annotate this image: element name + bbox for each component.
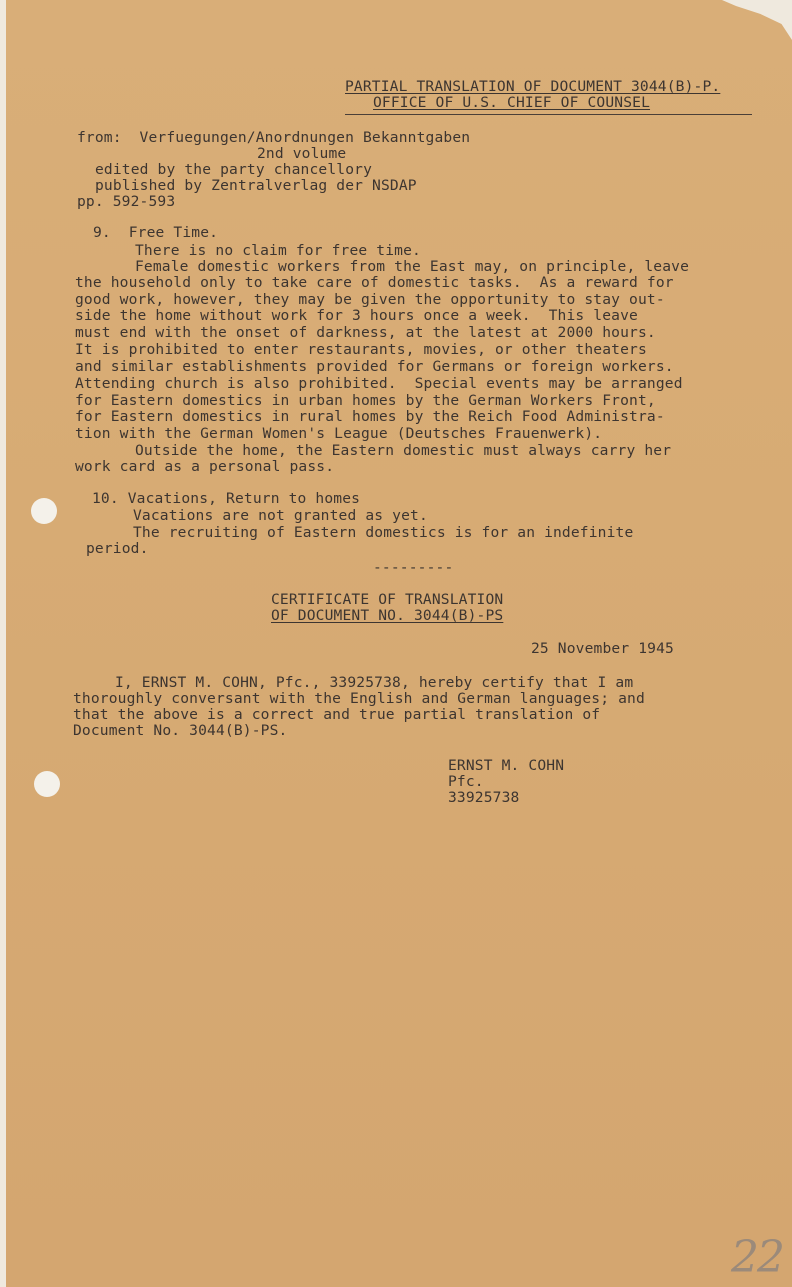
section-10-line: The recruiting of Eastern domestics is for an indefinite xyxy=(133,524,634,541)
source-volume: 2nd volume xyxy=(257,145,347,162)
section-9-line: and similar establishments provided for Germans or foreign workers. xyxy=(75,358,674,375)
section-9-line: good work, however, they may be given the opportunity to stay out- xyxy=(75,291,665,308)
certificate-body-line: thoroughly conversant with the English and German languages; and xyxy=(73,690,645,707)
document-page xyxy=(6,0,792,1287)
source-from: from: Verfuegungen/Anordnungen Bekanntgaben xyxy=(77,129,471,146)
certificate-date: 25 November 1945 xyxy=(531,640,674,657)
source-pages: pp. 592-593 xyxy=(77,193,176,210)
document-title: PARTIAL TRANSLATION OF DOCUMENT 3044(B)-P. xyxy=(345,78,721,95)
certificate-body-line: Document No. 3044(B)-PS. xyxy=(73,722,288,739)
section-9-line: the household only to take care of domestic tasks. As a reward for xyxy=(75,274,674,291)
section-9-line: tion with the German Women's League (Deutsches Frauenwerk). xyxy=(75,425,603,442)
section-9-line: It is prohibited to enter restaurants, movies, or other theaters xyxy=(75,341,647,358)
section-10-line: period. xyxy=(86,540,149,557)
separator-line: --------- xyxy=(373,559,454,576)
signature-rank: Pfc. xyxy=(448,773,484,790)
certificate-title: CERTIFICATE OF TRANSLATION xyxy=(271,591,504,608)
torn-corner xyxy=(722,0,792,40)
signature-serial: 33925738 xyxy=(448,789,520,806)
certificate-body-line: I, ERNST M. COHN, Pfc., 33925738, hereby certify that I am xyxy=(115,674,634,691)
section-9-line: for Eastern domestics in urban homes by the German Workers Front, xyxy=(75,392,656,409)
source-publisher: published by Zentralverlag der NSDAP xyxy=(95,177,417,194)
punch-hole xyxy=(31,498,57,524)
section-10-line: Vacations are not granted as yet. xyxy=(133,507,428,524)
section-9-line: must end with the onset of darkness, at the latest at 2000 hours. xyxy=(75,324,656,341)
certificate-document-number: OF DOCUMENT NO. 3044(B)-PS xyxy=(271,607,504,624)
section-9-heading: 9. Free Time. xyxy=(93,224,219,241)
section-9-line: for Eastern domestics in rural homes by the Reich Food Administra- xyxy=(75,408,665,425)
section-9-line: Female domestic workers from the East may, on principle, leave xyxy=(135,258,690,275)
section-9-line: work card as a personal pass. xyxy=(75,458,335,475)
signature-name: ERNST M. COHN xyxy=(448,757,565,774)
section-9-line: side the home without work for 3 hours once a week. This leave xyxy=(75,307,638,324)
punch-hole xyxy=(34,771,60,797)
section-9-line: There is no claim for free time. xyxy=(135,242,421,259)
header-rule xyxy=(345,114,752,115)
section-9-line: Outside the home, the Eastern domestic must always carry her xyxy=(135,442,672,459)
source-editor: edited by the party chancellory xyxy=(95,161,373,178)
certificate-body-line: that the above is a correct and true partial translation of xyxy=(73,706,601,723)
section-10-heading: 10. Vacations, Return to homes xyxy=(92,490,361,507)
document-office: OFFICE OF U.S. CHIEF OF COUNSEL xyxy=(373,94,651,111)
section-9-line: Attending church is also prohibited. Special events may be arranged xyxy=(75,375,683,392)
page-number: 22 xyxy=(731,1232,783,1283)
